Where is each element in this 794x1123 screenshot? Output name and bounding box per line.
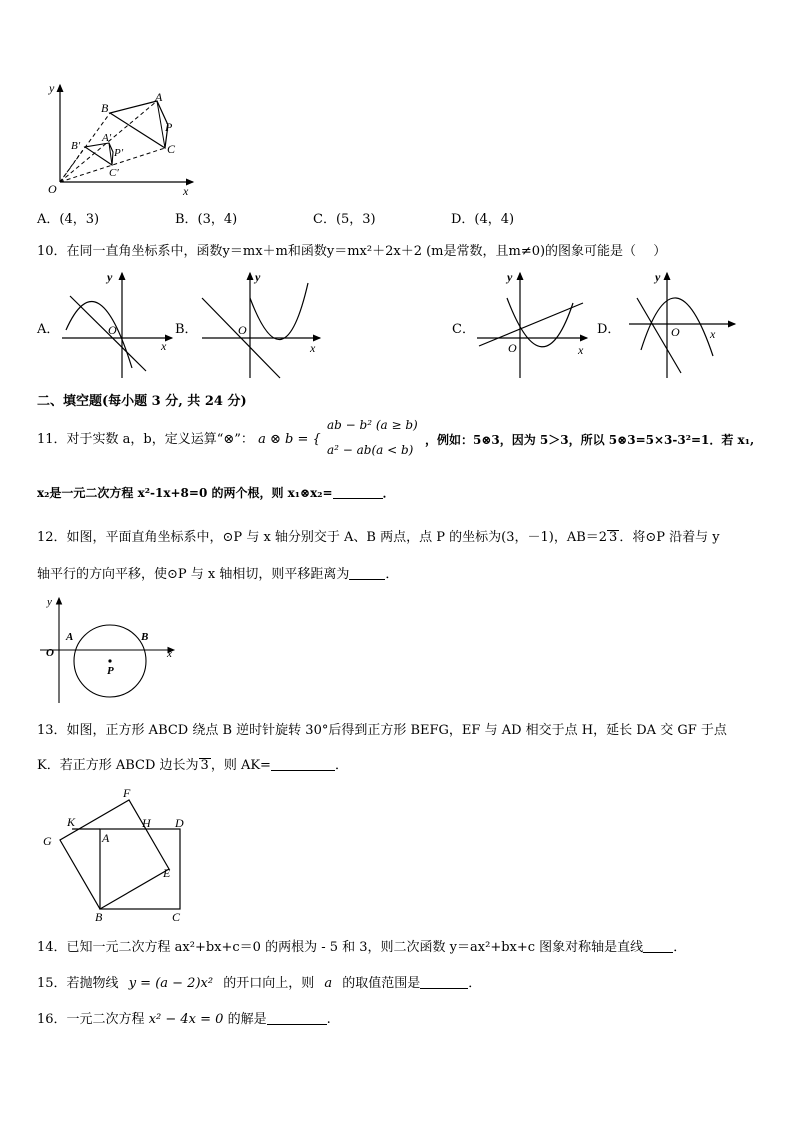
svg-text:P: P [107, 665, 114, 677]
q9-option-d: D．(4，4) [451, 212, 515, 227]
q11-line2: x₂是一元二次方程 x²-1x+8=0 的两个根，则 x₁⊗x₂= ． [37, 486, 395, 500]
q10-graph-c [475, 268, 595, 383]
q9-quad-small [85, 143, 113, 165]
q10-graph-b [198, 268, 328, 383]
svg-text:K: K [67, 815, 76, 829]
q13-line1: 13．如图，正方形 ABCD 绕点 B 逆时针旋转 30°后得到正方形 BEFG，EF 与 AD 相交于点 H，延长 DA 交 GF 于点 [37, 723, 727, 738]
q13-sqrt: 3 [200, 758, 209, 773]
q11-formula-lhs: a ⊗ b = { [258, 432, 321, 447]
svg-text:O: O [46, 647, 54, 659]
q12-line1: 12．如图，平面直角坐标系中，⊙P 与 x 轴分别交于 A、B 两点，点 P 的坐标为(3，－1)，AB＝2 3 ．将⊙P 沿着与 y [37, 530, 720, 545]
q13-figure [38, 785, 198, 925]
q12-sqrt: 3 [609, 530, 618, 545]
svg-text:y: y [655, 270, 661, 284]
svg-text:x: x [167, 648, 172, 660]
svg-text:O: O [108, 323, 117, 337]
q13-line2: K．若正方形 ABCD 边长为 3 ，则 AK= ． [37, 758, 348, 773]
svg-text:F: F [123, 786, 131, 800]
svg-text:x: x [161, 339, 167, 353]
q9-option-c: C．(5，3) [313, 212, 376, 227]
svg-text:B: B [141, 631, 149, 643]
q12-line2: 轴平行的方向平移，使⊙P 与 x 轴相切，则平移距离为 ． [37, 567, 399, 582]
q9-label-a: A [155, 90, 163, 104]
svg-text:x: x [310, 341, 316, 355]
q10-stem: 10．在同一直角坐标系中，函数y＝mx＋m和函数y＝mx²＋2x＋2 (m是常数，且m≠0)的图象可能是（ ） [37, 244, 667, 259]
q10-option-b-label: B． [175, 322, 198, 337]
q9-label-p1: P′ [114, 147, 124, 159]
svg-text:C: C [172, 910, 181, 924]
q9-label-p: P [165, 120, 173, 134]
svg-text:O: O [671, 325, 680, 339]
svg-text:O: O [238, 323, 247, 337]
q9-label-x: x [183, 184, 189, 198]
svg-text:G: G [43, 834, 52, 848]
svg-text:y: y [47, 596, 52, 608]
svg-text:y: y [255, 270, 261, 284]
q9-label-b: B [101, 101, 109, 115]
q10-option-a-label: A． [37, 322, 60, 337]
svg-text:E: E [163, 866, 171, 880]
svg-text:H: H [142, 816, 151, 830]
q10-graph-a [60, 268, 180, 383]
section-title: 二、填空题(每小题 3 分, 共 24 分) [37, 394, 247, 409]
svg-text:O: O [508, 341, 517, 355]
q11-case2: a² − ab(a < b) [327, 443, 414, 457]
q16-formula: x² − 4x = 0 [148, 1012, 224, 1027]
svg-text:D: D [175, 816, 184, 830]
q11-line1: 11．对于实数 a，b，定义运算“⊗”： a ⊗ b = { [37, 432, 321, 447]
q11-case1: ab − b² (a ≥ b) [327, 418, 418, 432]
q9-label-o: O [48, 182, 57, 196]
q15-line: 15．若抛物线 y = (a − 2)x² 的开口向上，则 a 的取值范围是 ． [37, 976, 482, 991]
q10-option-c-label: C． [452, 322, 475, 337]
q9-quad-large [110, 101, 168, 148]
svg-text:A: A [66, 631, 74, 643]
q15-var: a [324, 976, 333, 991]
svg-text:x: x [578, 343, 584, 357]
svg-text:y: y [507, 270, 513, 284]
q14-line: 14．已知一元二次方程 ax²+bx+c＝0 的两根为 - 5 和 3，则二次函数 y＝ax²+bx+c 图象对称轴是直线 ． [37, 940, 687, 955]
q13-square-befg [60, 800, 169, 909]
q9-option-b: B．(3，4) [175, 212, 238, 227]
q12-figure [40, 595, 180, 705]
q11-line1-end: ，例如：5⊗3，因为 5＞3，所以 5⊗3=5×3-3²=1．若 x₁, [425, 433, 755, 447]
q9-label-a1: A′ [102, 132, 112, 144]
q9-label-y: y [49, 81, 55, 95]
svg-text:x: x [710, 327, 716, 341]
q15-formula: y = (a − 2)x² [128, 976, 214, 991]
q10-option-d-label: D． [597, 322, 621, 337]
q9-label-b1: B′ [71, 140, 81, 152]
q9-figure [35, 75, 200, 200]
q9-label-c: C [167, 142, 176, 156]
q10-graph-d [625, 268, 745, 383]
q16-line: 16．一元二次方程 x² − 4x = 0 的解是 . [37, 1012, 331, 1027]
svg-text:A: A [102, 831, 110, 845]
q9-option-a: A．(4，3) [37, 212, 100, 227]
svg-text:B: B [95, 910, 103, 924]
svg-text:y: y [107, 270, 113, 284]
q9-label-c1: C′ [109, 167, 119, 179]
